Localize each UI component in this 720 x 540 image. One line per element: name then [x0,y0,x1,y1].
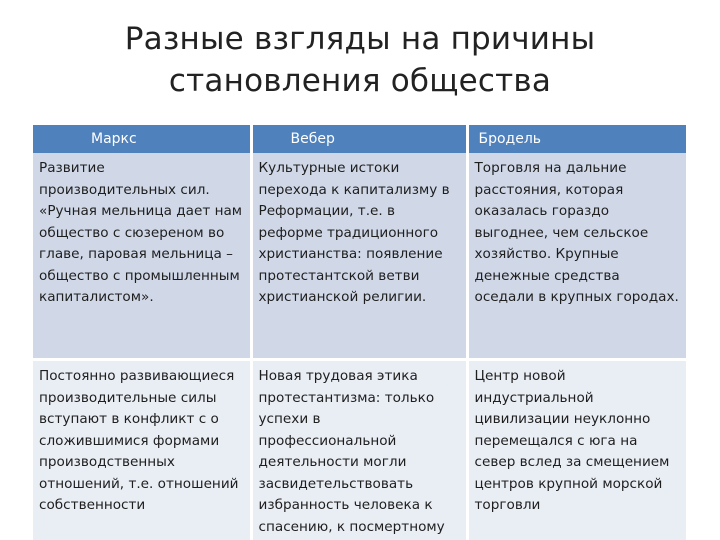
table-header-row [33,125,686,153]
cell-braudel: Центр новой индустриальной цивилизации неуклонно перемещался с юга на север вслед за смещением центров крупной морской торговли [467,360,686,540]
comparison-table [33,125,686,540]
header-weber: Вебер [251,125,467,153]
cell-weber: Новая трудовая этика протестантизма: только успехи в профессиональной деятельности могли засвидетельствовать избранность человека к спасению, к посмертному [251,360,467,540]
cell-marx: Развитие производительных сил. «Ручная мельница дает нам общество с сюзереном во главе, паровая мельница – общество с промышленным капиталистом». [33,153,251,360]
cell-marx: Постоянно развивающиеся производительные силы вступают в конфликт с о сложившимися формами производственных отношений, т.е. отношений собственности [33,360,251,540]
title-line-1: Разные взгляды на причины [124,21,596,57]
table-row [33,153,686,360]
title-line-2: становления общества [168,63,552,99]
cell-braudel: Торговля на дальние расстояния, которая оказалась гораздо выгоднее, чем сельское хозяйство. Крупные денежные средства оседали в крупных городах. [467,153,686,360]
header-braudel: Бродель [467,125,686,153]
table-row [33,360,686,540]
slide-title [0,18,720,102]
header-marx: Маркс [33,125,251,153]
cell-weber: Культурные истоки перехода к капитализму в Реформации, т.е. в реформе традиционного христианства: появление протестантской ветви христианской религии. [251,153,467,360]
